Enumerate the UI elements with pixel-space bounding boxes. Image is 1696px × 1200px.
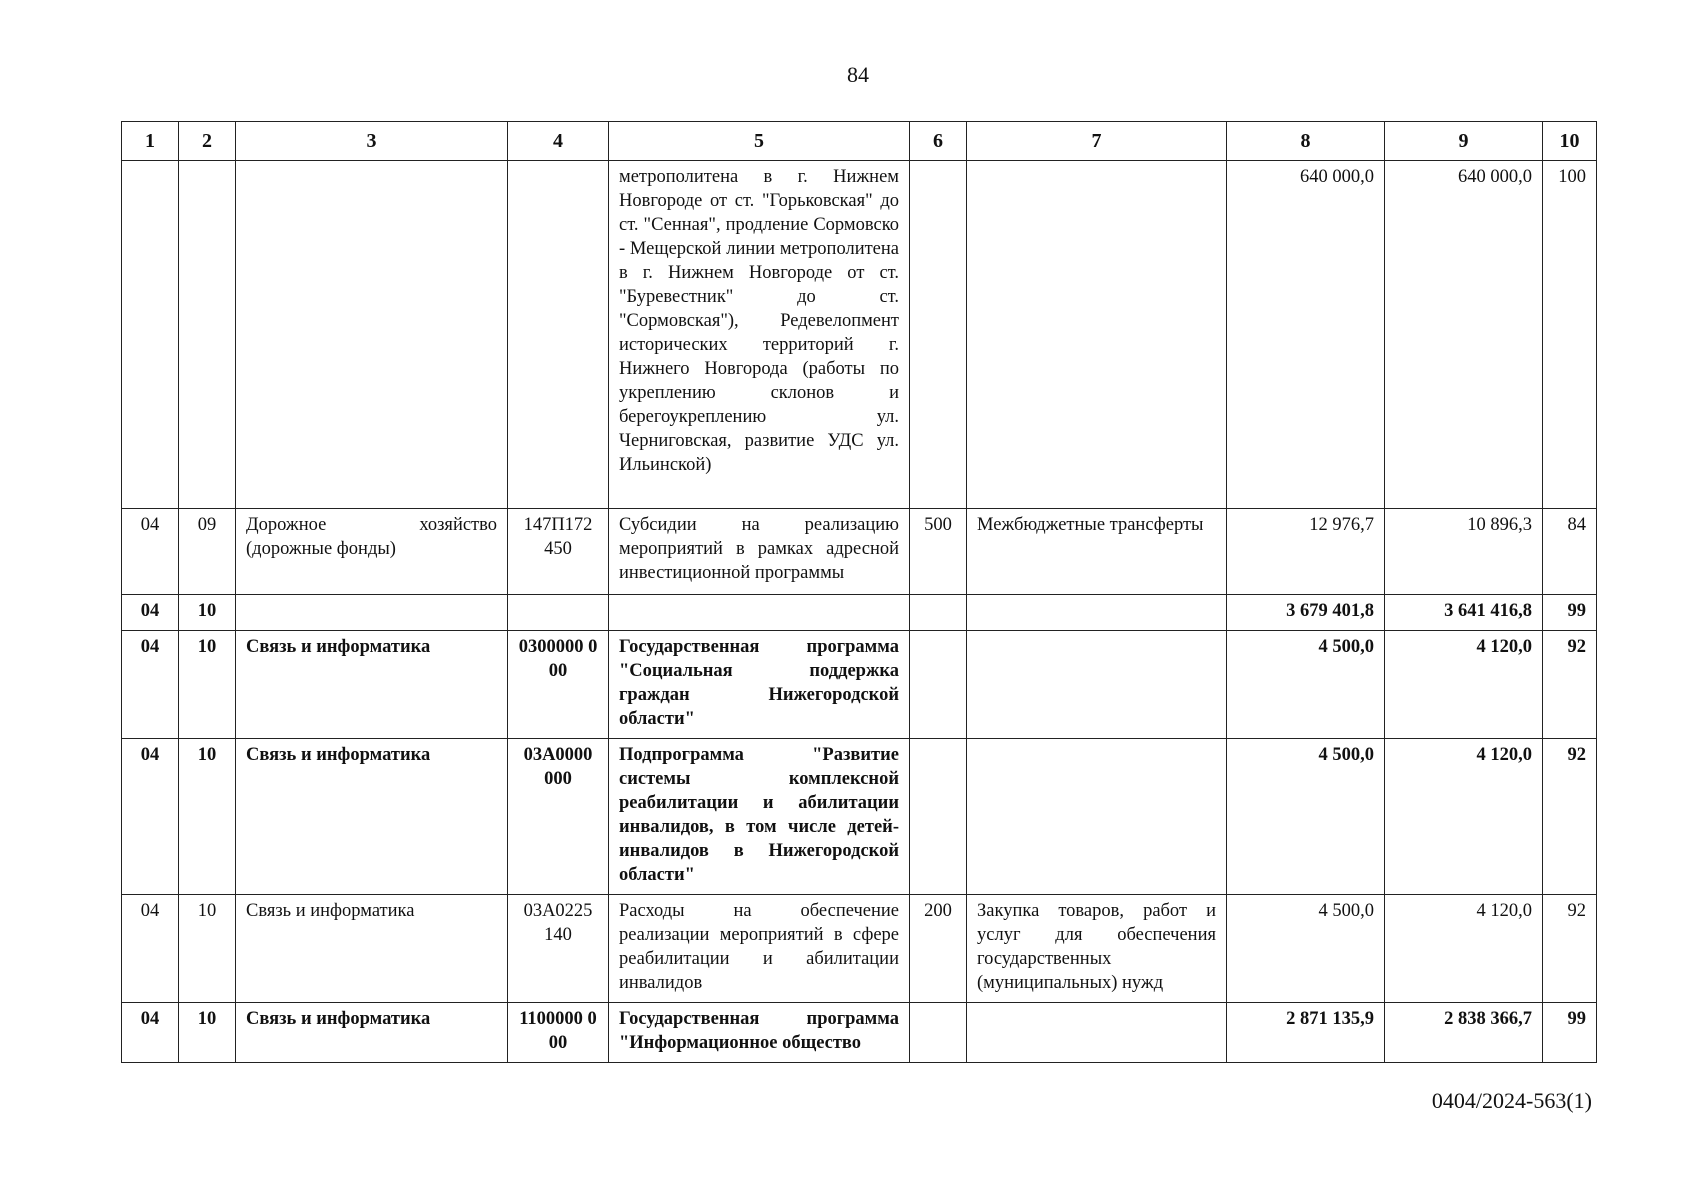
- cell-planned: 4 500,0: [1227, 739, 1385, 895]
- cell-percent: 100: [1543, 161, 1597, 509]
- cell-section: 04: [122, 595, 179, 631]
- cell-section: 04: [122, 1003, 179, 1063]
- cell-section: [122, 161, 179, 509]
- header-col-1: 1: [122, 122, 179, 161]
- cell-planned: 3 679 401,8: [1227, 595, 1385, 631]
- header-col-6: 6: [910, 122, 967, 161]
- table-row: [122, 895, 1597, 1003]
- table-row: [122, 509, 1597, 595]
- cell-executed: 10 896,3: [1385, 509, 1543, 595]
- cell-executed: 4 120,0: [1385, 895, 1543, 1003]
- cell-expense-type-name: [967, 631, 1227, 739]
- cell-planned: 4 500,0: [1227, 895, 1385, 1003]
- cell-target-code: 1100000 000: [508, 1003, 609, 1063]
- cell-expense-type: [910, 739, 967, 895]
- cell-section-name: Связь и информатика: [236, 895, 508, 1003]
- page-number: 84: [847, 62, 869, 87]
- header-col-8: 8: [1227, 122, 1385, 161]
- cell-planned: 2 871 135,9: [1227, 1003, 1385, 1063]
- cell-target-name: Государственная программа "Информационное общество: [609, 1003, 910, 1063]
- table-row: [122, 739, 1597, 895]
- table-row: [122, 595, 1597, 631]
- cell-section-name: Связь и информатика: [236, 739, 508, 895]
- cell-percent: 92: [1543, 631, 1597, 739]
- cell-section-name: [236, 595, 508, 631]
- cell-expense-type-name: Межбюджетные трансферты: [967, 509, 1227, 595]
- cell-target-code: 0300000 000: [508, 631, 609, 739]
- cell-expense-type: 500: [910, 509, 967, 595]
- cell-planned: 640 000,0: [1227, 161, 1385, 509]
- cell-planned: 4 500,0: [1227, 631, 1385, 739]
- cell-subsection: 10: [179, 739, 236, 895]
- header-row: [122, 122, 1597, 161]
- cell-section: 04: [122, 895, 179, 1003]
- cell-section-name: Дорожное хозяйство (дорожные фонды): [236, 509, 508, 595]
- cell-percent: 99: [1543, 595, 1597, 631]
- cell-section: 04: [122, 631, 179, 739]
- cell-target-name: метрополитена в г. Нижнем Новгороде от ст. "Горьковская" до ст. "Сенная", продление Сормовско - Мещерской линии метрополитена в г. Нижнем Новгороде от ст. "Буревестник" до ст. "Сормовская"), Редевелопмент исторических территорий г. Нижнего Новгорода (работы по укреплению склонов и берегоукреплению ул. Черниговская, развитие УДС ул. Ильинской): [609, 161, 910, 509]
- cell-percent: 84: [1543, 509, 1597, 595]
- cell-executed: 640 000,0: [1385, 161, 1543, 509]
- header-col-10: 10: [1543, 122, 1597, 161]
- header-col-7: 7: [967, 122, 1227, 161]
- budget-table: [121, 121, 1597, 1063]
- cell-target-code: 03А0225 140: [508, 895, 609, 1003]
- cell-executed: 3 641 416,8: [1385, 595, 1543, 631]
- cell-target-code: 147П172 450: [508, 509, 609, 595]
- cell-expense-type-name: [967, 161, 1227, 509]
- cell-section-name: Связь и информатика: [236, 1003, 508, 1063]
- table-row: [122, 161, 1597, 509]
- header-col-5: 5: [609, 122, 910, 161]
- table-row: [122, 1003, 1597, 1063]
- header-col-3: 3: [236, 122, 508, 161]
- cell-section-name: Связь и информатика: [236, 631, 508, 739]
- cell-executed: 4 120,0: [1385, 739, 1543, 895]
- cell-target-name: Субсидии на реализацию мероприятий в рамках адресной инвестиционной программы: [609, 509, 910, 595]
- cell-expense-type-name: [967, 739, 1227, 895]
- header-col-2: 2: [179, 122, 236, 161]
- cell-subsection: 10: [179, 895, 236, 1003]
- cell-subsection: 10: [179, 1003, 236, 1063]
- cell-target-code: [508, 161, 609, 509]
- cell-expense-type-name: Закупка товаров, работ и услуг для обеспечения государственных (муниципальных) нужд: [967, 895, 1227, 1003]
- cell-expense-type: [910, 161, 967, 509]
- cell-section: 04: [122, 739, 179, 895]
- document-code: 0404/2024-563(1): [1431, 1088, 1592, 1113]
- header-col-4: 4: [508, 122, 609, 161]
- cell-expense-type: [910, 631, 967, 739]
- cell-section-name: [236, 161, 508, 509]
- cell-target-code: 03А0000 000: [508, 739, 609, 895]
- table-row: [122, 631, 1597, 739]
- cell-expense-type: [910, 595, 967, 631]
- cell-subsection: 10: [179, 595, 236, 631]
- cell-section: 04: [122, 509, 179, 595]
- cell-target-code: [508, 595, 609, 631]
- cell-expense-type: 200: [910, 895, 967, 1003]
- cell-subsection: 09: [179, 509, 236, 595]
- cell-expense-type: [910, 1003, 967, 1063]
- cell-subsection: [179, 161, 236, 509]
- cell-target-name: Расходы на обеспечение реализации мероприятий в сфере реабилитации и абилитации инвалидов: [609, 895, 910, 1003]
- cell-target-name: [609, 595, 910, 631]
- cell-planned: 12 976,7: [1227, 509, 1385, 595]
- cell-percent: 92: [1543, 895, 1597, 1003]
- cell-percent: 99: [1543, 1003, 1597, 1063]
- cell-executed: 4 120,0: [1385, 631, 1543, 739]
- cell-percent: 92: [1543, 739, 1597, 895]
- cell-target-name: Государственная программа "Социальная поддержка граждан Нижегородской области": [609, 631, 910, 739]
- cell-expense-type-name: [967, 1003, 1227, 1063]
- header-col-9: 9: [1385, 122, 1543, 161]
- cell-target-name: Подпрограмма "Развитие системы комплексной реабилитации и абилитации инвалидов, в том числе детей-инвалидов в Нижегородской области": [609, 739, 910, 895]
- cell-subsection: 10: [179, 631, 236, 739]
- cell-executed: 2 838 366,7: [1385, 1003, 1543, 1063]
- cell-expense-type-name: [967, 595, 1227, 631]
